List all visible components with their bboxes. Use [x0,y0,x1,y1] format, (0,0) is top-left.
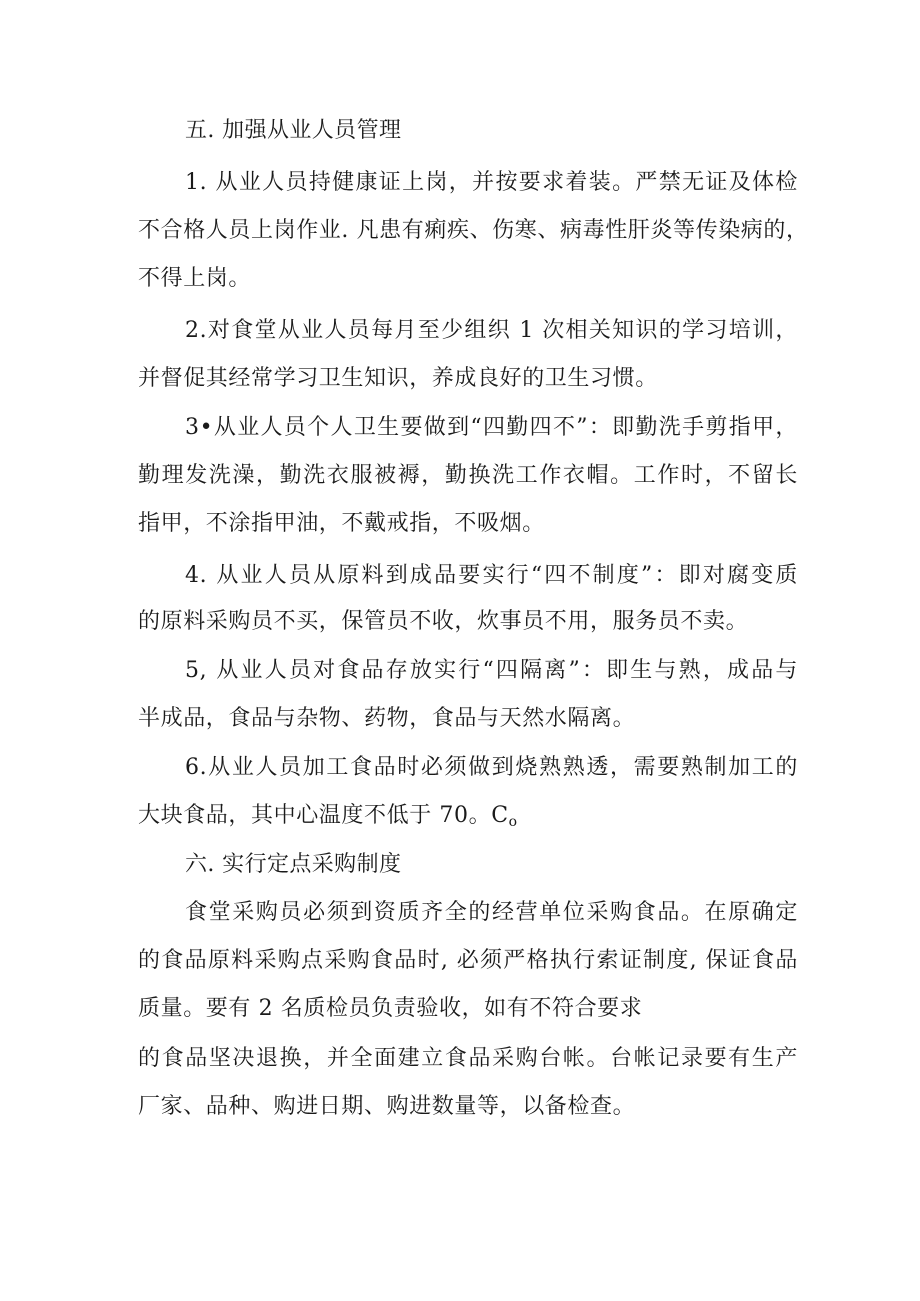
paragraph-line: 的食品坚决退换，并全面建立食品采购台帐。台帐记录要有生产 [138,1046,798,1071]
paragraph-line: 4. 从业人员从原料到成品要实行“四不制度”：即对腐变质 [185,563,798,588]
paragraph-line: 5, 从业人员对食品存放实行“四隔离”：即生与熟，成品与 [185,658,798,683]
paragraph-line: 厂家、品种、购进日期、购进数量等，以备检查。 [138,1094,636,1119]
paragraph-line: 6.从业人员加工食品时必须做到烧熟熟透，需要熟制加工的 [185,755,798,780]
paragraph-line: 不合格人员上岗作业. 凡患有痢疾、伤寒、病毒性肝炎等传染病的， [138,218,809,243]
paragraph-line: 质量。要有 2 名质检员负责验收，如有不符合要求 [138,996,643,1021]
paragraph-line: 1. 从业人员持健康证上岗，并按要求着装。严禁无证及体检 [185,170,798,195]
paragraph-line: 半成品，食品与杂物、药物，食品与天然水隔离。 [138,706,636,731]
paragraph-line: 食堂采购员必须到资质齐全的经营单位采购食品。在原确定 [185,900,798,925]
paragraph-line: 3•从业人员个人卫生要做到“四勤四不”：即勤洗手剪指甲， [185,415,798,440]
paragraph-line: 不得上岗。 [138,266,252,291]
paragraph-line: 并督促其经常学习卫生知识，养成良好的卫生习惯。 [138,366,658,391]
temperature-subscript: o [508,814,518,830]
paragraph-line: 勤理发洗澡，勤洗衣服被褥，勤换洗工作衣帽。工作时，不留长 [138,463,798,488]
temperature-text: 大块食品，其中心温度不低于 70。C [138,803,509,828]
section-heading-5: 五. 加强从业人员管理 [185,118,402,143]
paragraph-line: 2.对食堂从业人员每月至少组织 1 次相关知识的学习培训， [185,318,798,343]
paragraph-line: 指甲，不涂指甲油，不戴戒指，不吸烟。 [138,511,545,536]
paragraph-line-temperature [138,801,798,837]
paragraph-line: 的原料采购员不买，保管员不收，炊事员不用，服务员不卖。 [138,609,749,634]
section-heading-6: 六. 实行定点采购制度 [185,852,402,877]
paragraph-line: 的食品原料采购点采购食品时, 必须严格执行索证制度, 保证食品 [138,948,798,973]
